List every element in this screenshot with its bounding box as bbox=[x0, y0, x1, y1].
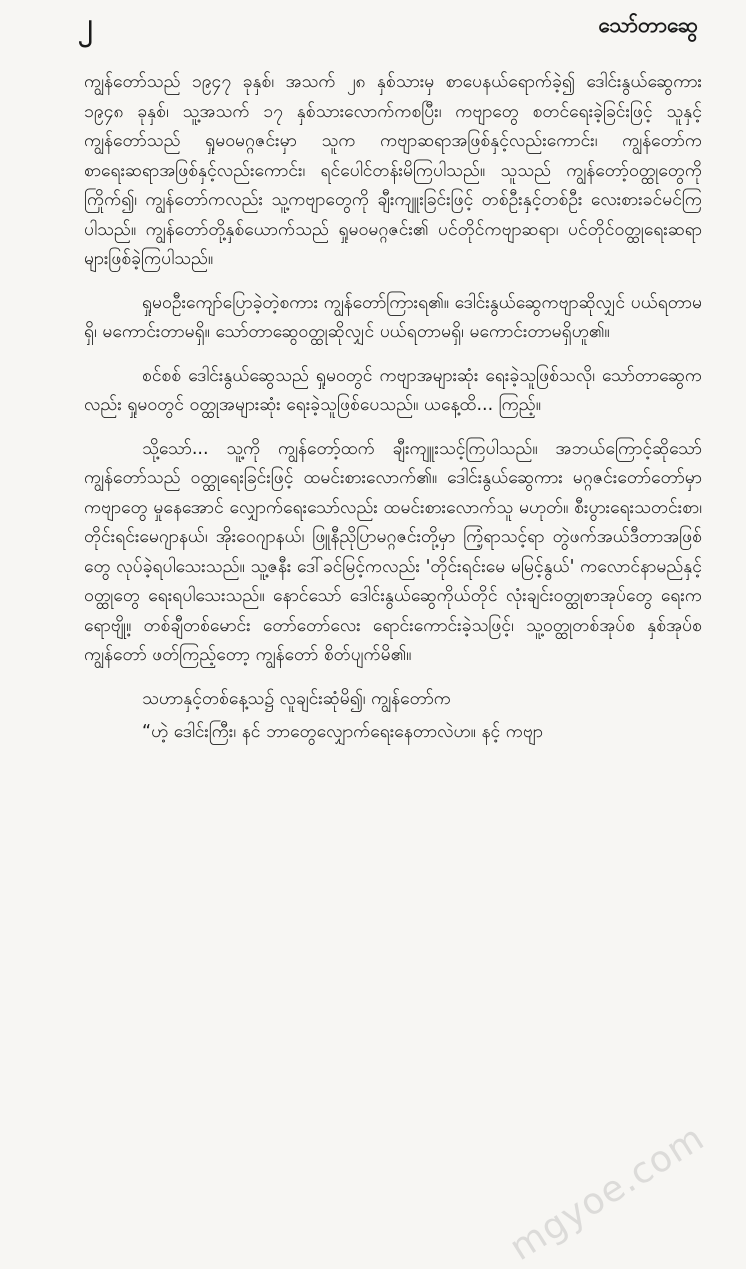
body-text bbox=[84, 68, 702, 748]
paragraph: သဟာနှင့်တစ်နေ့သ၌ လူချင်းဆုံမိ၍၊ ကျွန်တော်က bbox=[142, 688, 451, 709]
paragraph: ရှုမဝဦးကျော်ပြောခဲ့တဲ့စကား ကျွန်တော်ကြားရ၏။ ဒေါင်းနွယ်ဆွေကဗျာဆိုလျှင် ပယ်ရတာမရှိ၊ မကောင်းတာမရှိ။ သော်တာဆွေဝတ္ထုဆိုလျှင် ပယ်ရတာမရှိ၊ မကောင်းတာမရှိဟူ၏။ bbox=[84, 292, 702, 342]
running-title: သော်တာဆွေ bbox=[598, 13, 698, 37]
watermark: mgyoe.com bbox=[503, 1117, 712, 1269]
page-header bbox=[0, 0, 746, 60]
paragraph: စင်စစ် ဒေါင်းနွယ်ဆွေသည် ရှုမဝတွင် ကဗျာအများဆုံး ရေးခဲ့သူဖြစ်သလို၊ သော်တာဆွေကလည်း ရှုမဝတွင် ဝတ္ထုအများဆုံး ရေးခဲ့သူဖြစ်ပေသည်။ ယနေ့ထိ... ကြည့်။ bbox=[84, 365, 702, 415]
paragraph: “ဟဲ့ ဒေါင်းကြီး၊ နင် ဘာတွေလျှောက်ရေးနေတာလဲဟ။ နင့် ကဗျာ bbox=[142, 722, 543, 742]
paragraph: ကျွန်တော်သည် ၁၉၄၇ ခုနှစ်၊ အသက် ၂၈ နှစ်သားမှ စာပေနယ်ရောက်ခဲ့၍ ဒေါင်းနွယ်ဆွေကား ၁၉၄၈ ခုနှစ်၊ သူ့အသက် ၁၇ နှစ်သားလောက်ကစပြီး၊ ကဗျာတွေ စတင်ရေးခဲ့ခြင်းဖြင့် သူနှင့် ကျွန်တော်သည် ရှုမဝမဂ္ဂဇင်းမှာ သူက ကဗျာဆရာအဖြစ်နှင့်လည်းကောင်း၊ ကျွန်တော်က စာရေးဆရာအဖြစ်နှင့်လည်းကောင်း၊ ရင်ပေါင်တန်းမိကြပါသည်။ သူသည် ကျွန်တော့်ဝတ္ထုတွေကို ကြိုက်၍၊ ကျွန်တော်ကလည်း သူ့ကဗျာတွေကို ချီးကျူးခြင်းဖြင့် တစ်ဦးနှင့်တစ်ဦး လေးစားခင်မင်ကြပါသည်။ ကျွန်တော်တို့နှစ်ယောက်သည် ရှုမဝမဂ္ဂဇင်း၏ ပင်တိုင်ကဗျာဆရာ၊ ပင်တိုင်ဝတ္ထုရေးဆရာများဖြစ်ခဲ့ကြပါသည်။ bbox=[84, 72, 702, 269]
page-number: ၂ bbox=[78, 7, 93, 42]
paragraph: သို့သော်... သူ့ကို ကျွန်တော့်ထက် ချီးကျူးသင့်ကြပါသည်။ အဘယ်ကြောင့်ဆိုသော် ကျွန်တော်သည် ဝတ္ထုရေးခြင်းဖြင့် ထမင်းစားလောက်၏။ ဒေါင်းနွယ်ဆွေကား မဂ္ဂဇင်းတော်တော်မှာ ကဗျာတွေ မှုနေအောင် လျှောက်ရေးသော်လည်း ထမင်းစားလောက်သူ မဟုတ်။ စီးပွားရေးသတင်းစာ၊ တိုင်းရင်းမေဂျာနယ်၊ အိုးဝေဂျာနယ်၊ ဖြူနီညိုပြာမဂ္ဂဇင်းတို့မှာ ကြံ့ရာသင့်ရာ တွဲဖက်အယ်ဒီတာအဖြစ်တွေ လုပ်ခဲ့ရပါသေးသည်။ သူ့ဇနီး ဒေါ်ခင်မြင့်ကလည်း 'တိုင်းရင်းမေ မမြင့်နွယ်' ကလောင်နာမည်နှင့် ဝတ္ထုတွေ ရေးရပါသေးသည်။ နောင်သော် ဒေါင်းနွယ်ဆွေကိုယ်တိုင် လုံးချင်းဝတ္ထုစာအုပ်တွေ ရေးကရောဗျို့။ တစ်ချီတစ်မောင်း တော်တော်လေး ရောင်းကောင်းခဲ့သဖြင့်၊ သူ့ဝတ္ထုတစ်အုပ်စ နှစ်အုပ်စ ကျွန်တော် ဖတ်ကြည့်တော့ ကျွန်တော် စိတ်ပျက်မိ၏။ bbox=[84, 438, 702, 665]
